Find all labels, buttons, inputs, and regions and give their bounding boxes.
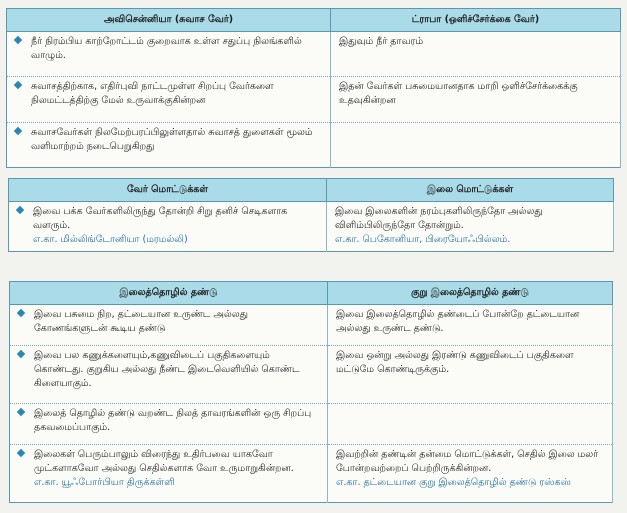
table-cell-right: இவை ஒன்று அல்லது இரண்டு கணுவிடைப் பகுதிகளை மட்டுமே கொண்டிருக்கும். (328, 346, 613, 404)
diamond-bullet-icon (14, 81, 22, 89)
column-header-cladode: குறு இலைத்தொழில் தண்டு (328, 282, 613, 305)
table-row (7, 77, 621, 122)
table-cell-right: இவை இலைகளின் நரம்புகளிலிருந்தோ அல்லது விளிம்பிலிருந்தோ தோன்றும். எ.கா. பெகோனியா, பிரையோஃபில்லம். (327, 202, 614, 252)
table-row (9, 202, 614, 252)
column-header-leaf-buds: இலை மொட்டுக்கள் (327, 179, 614, 202)
table-cell-left: இவை பல கணுக்களையும்,கணுவிடைப் பகுதிகளையும் கொண்டது. குறுகிய அல்லது நீண்ட இடைவெளியில் கொண்ட கிளையாகும். (10, 346, 328, 404)
column-header-trapa: ட்ராபா (ஒளிச்சேர்க்கை வேர்) (331, 9, 621, 32)
diamond-bullet-icon (17, 309, 25, 317)
table-cell-left: இவை பக்க வேர்களிலிருந்து தோன்றி சிறு தனிச் செடிகளாக வளரும். எ.கா. மில்லிங்டோனியா (மரமல்லி) (9, 202, 327, 252)
diamond-bullet-icon (14, 126, 22, 134)
diamond-bullet-icon (14, 36, 22, 44)
table-cell-right: இதுவும் நீர் தாவரம் (331, 32, 621, 77)
table-cell-right: இவை இலைத்தொழில் தண்டைப் போன்றே தட்டையான அல்லது உருண்ட தண்டு. (328, 305, 613, 346)
table-cell-left: சுவாசவேர்கள் நிலமேற்பரப்பிலுள்ளதால் சுவாசத் துளைகள் மூலம் வளிமாற்றம் நடைபெறுகிறது (7, 122, 331, 167)
root-leaf-buds-table (8, 178, 614, 252)
example-text: எ.கா. தட்டையான குறு இலைத்தொழில் தண்டு ரஸ்கஸ் (336, 477, 571, 489)
avicennia-trapa-table (6, 8, 621, 168)
diamond-bullet-icon (17, 449, 25, 457)
table-cell-right: இவற்றின் தண்டின் தன்மை மொட்டுக்கள், செதில் இலை மலர் போன்றவற்றைப் பெற்றிருக்கின்றன. எ.கா. தட்டையான குறு இலைத்தொழில் தண்டு ரஸ்கஸ் (328, 445, 613, 503)
table-cell-left: இலைகள் பெரும்பாலும் விரைந்து உதிர்பவை யாகவோ முட்களாகவோ அல்லது செதில்களாக வோ உருமாறுகின்றன. எ.கா. யூஃபோர்பியா திருக்கள்ளி (10, 445, 328, 503)
table-row (10, 445, 613, 503)
table-header-row (7, 9, 621, 32)
table-cell-left: நீர் நிரம்பிய காற்றோட்டம் குறைவாக உள்ள சதுப்பு நிலங்களில் வாழும். (7, 32, 331, 77)
table-row (10, 404, 613, 445)
table-row (7, 122, 621, 167)
example-text: எ.கா. மில்லிங்டோனியா (மரமல்லி) (33, 234, 188, 245)
table-cell-left: இலைத் தொழில் தண்டு வறண்ட நிலத் தாவரங்களின் ஒரு சிறப்பு தகவமைப்பாகும். (10, 404, 328, 445)
column-header-avicennia: அவிசென்னியா (சுவாச வேர்) (7, 9, 331, 32)
column-header-root-buds: வேர் மொட்டுக்கள் (9, 179, 327, 202)
table-cell-left: இவை பசுமை நிற, தட்டையான உருண்ட அல்லது கோணங்களுடன் கூடிய தண்டு (10, 305, 328, 346)
column-header-phylloclade: இலைத்தொழில் தண்டு (10, 282, 328, 305)
table-header-row (9, 179, 614, 202)
table-row (10, 346, 613, 404)
table-cell-right (331, 122, 621, 167)
diamond-bullet-icon (17, 408, 25, 416)
phylloclade-cladode-table (9, 281, 613, 503)
diamond-bullet-icon (17, 350, 25, 358)
table-row (7, 32, 621, 77)
table-header-row (10, 282, 613, 305)
table-row (10, 305, 613, 346)
table-cell-left: சுவாசத்திற்காக, எதிர்புவி நாட்டமுள்ள சிறப்பு வேர்களை நிலமட்டத்திற்கு மேல் உருவாக்குகின்றன (7, 77, 331, 122)
example-text: எ.கா. யூஃபோர்பியா திருக்கள்ளி (34, 477, 175, 489)
table-cell-right (328, 404, 613, 445)
diamond-bullet-icon (16, 206, 24, 214)
table-cell-right: இதன் வேர்கள் பசுமையானதாக மாறி ஒளிச்சேர்க்கைக்கு உதவுகின்றன (331, 77, 621, 122)
example-text: எ.கா. பெகோனியா, பிரையோஃபில்லம். (335, 234, 511, 245)
